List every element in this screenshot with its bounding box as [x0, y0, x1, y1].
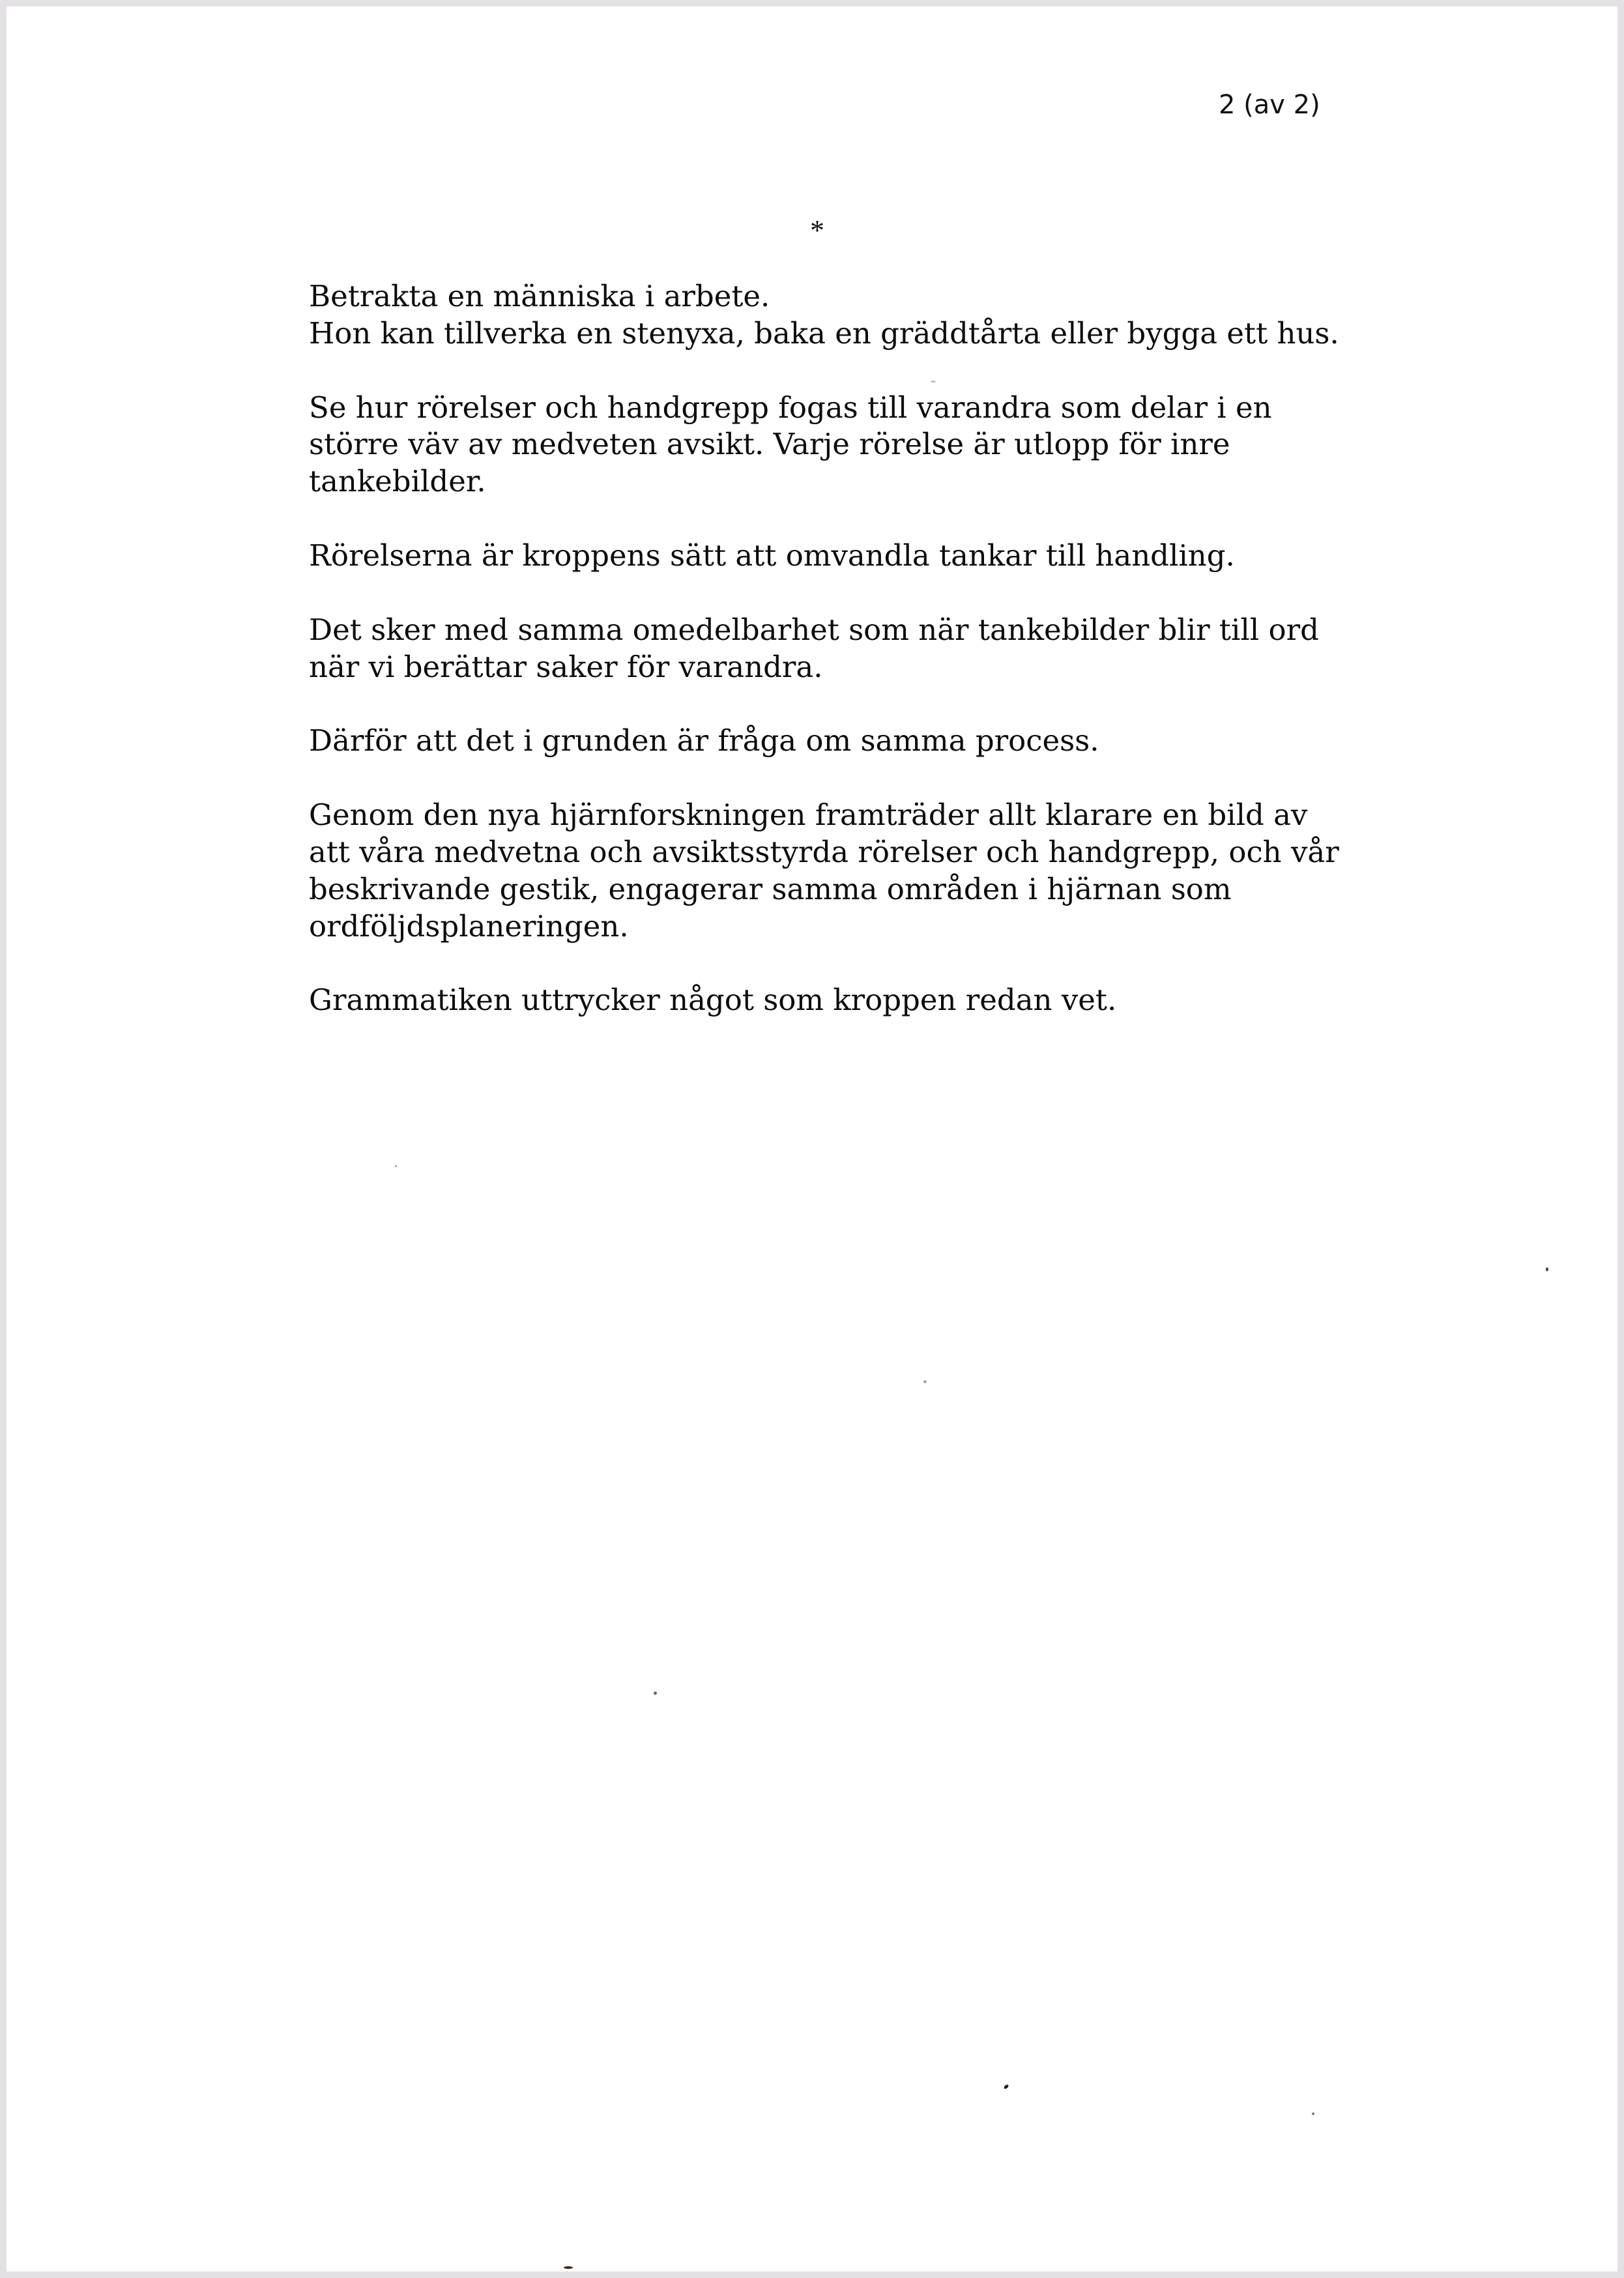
text-line: när vi berättar saker för varandra.	[309, 649, 823, 684]
page-number: 2 (av 2)	[1219, 90, 1320, 120]
scan-speck	[1546, 1267, 1548, 1271]
scan-speck	[395, 1165, 397, 1167]
scan-speck	[1003, 2084, 1009, 2090]
paragraph-4	[309, 612, 1378, 686]
text-line: beskrivande gestik, engagerar samma områden i hjärnan som	[309, 871, 1232, 906]
section-separator: *	[810, 214, 824, 246]
text-line: att våra medvetna och avsiktsstyrda rörelser och handgrepp, och vår	[309, 834, 1339, 869]
text-line: Hon kan tillverka en stenyxa, baka en gräddtårta eller bygga ett hus.	[309, 315, 1339, 351]
text-line: tankebilder.	[309, 464, 486, 499]
scan-speck	[1312, 2112, 1314, 2115]
scan-speck	[923, 1380, 927, 1383]
paragraph-5	[309, 723, 1378, 760]
text-line: Rörelserna är kroppens sätt att omvandla tankar till handling.	[309, 538, 1235, 573]
paragraph-1	[309, 278, 1378, 353]
paragraph-6	[309, 797, 1378, 945]
text-line: större väv av medveten avsikt. Varje rörelse är utlopp för inre	[309, 427, 1230, 462]
scan-speck	[564, 2266, 573, 2269]
text-line: Därför att det i grunden är fråga om samma process.	[309, 723, 1099, 758]
text-line: Betrakta en människa i arbete.	[309, 279, 770, 313]
text-line: ordföljdsplaneringen.	[309, 908, 629, 944]
body-text	[309, 278, 1378, 1056]
scan-speck	[654, 1692, 657, 1695]
text-line: Det sker med samma omedelbarhet som när tankebilder blir till ord	[309, 612, 1319, 647]
paragraph-7	[309, 982, 1378, 1019]
paragraph-3	[309, 538, 1378, 575]
scan-speck	[931, 381, 936, 382]
text-line: Genom den nya hjärnforskningen framträder allt klarare en bild av	[309, 798, 1308, 833]
text-line: Se hur rörelser och handgrepp fogas till varandra som delar i en	[309, 390, 1272, 425]
paragraph-2	[309, 390, 1378, 500]
text-line: Grammatiken uttrycker något som kroppen redan vet.	[309, 983, 1117, 1018]
